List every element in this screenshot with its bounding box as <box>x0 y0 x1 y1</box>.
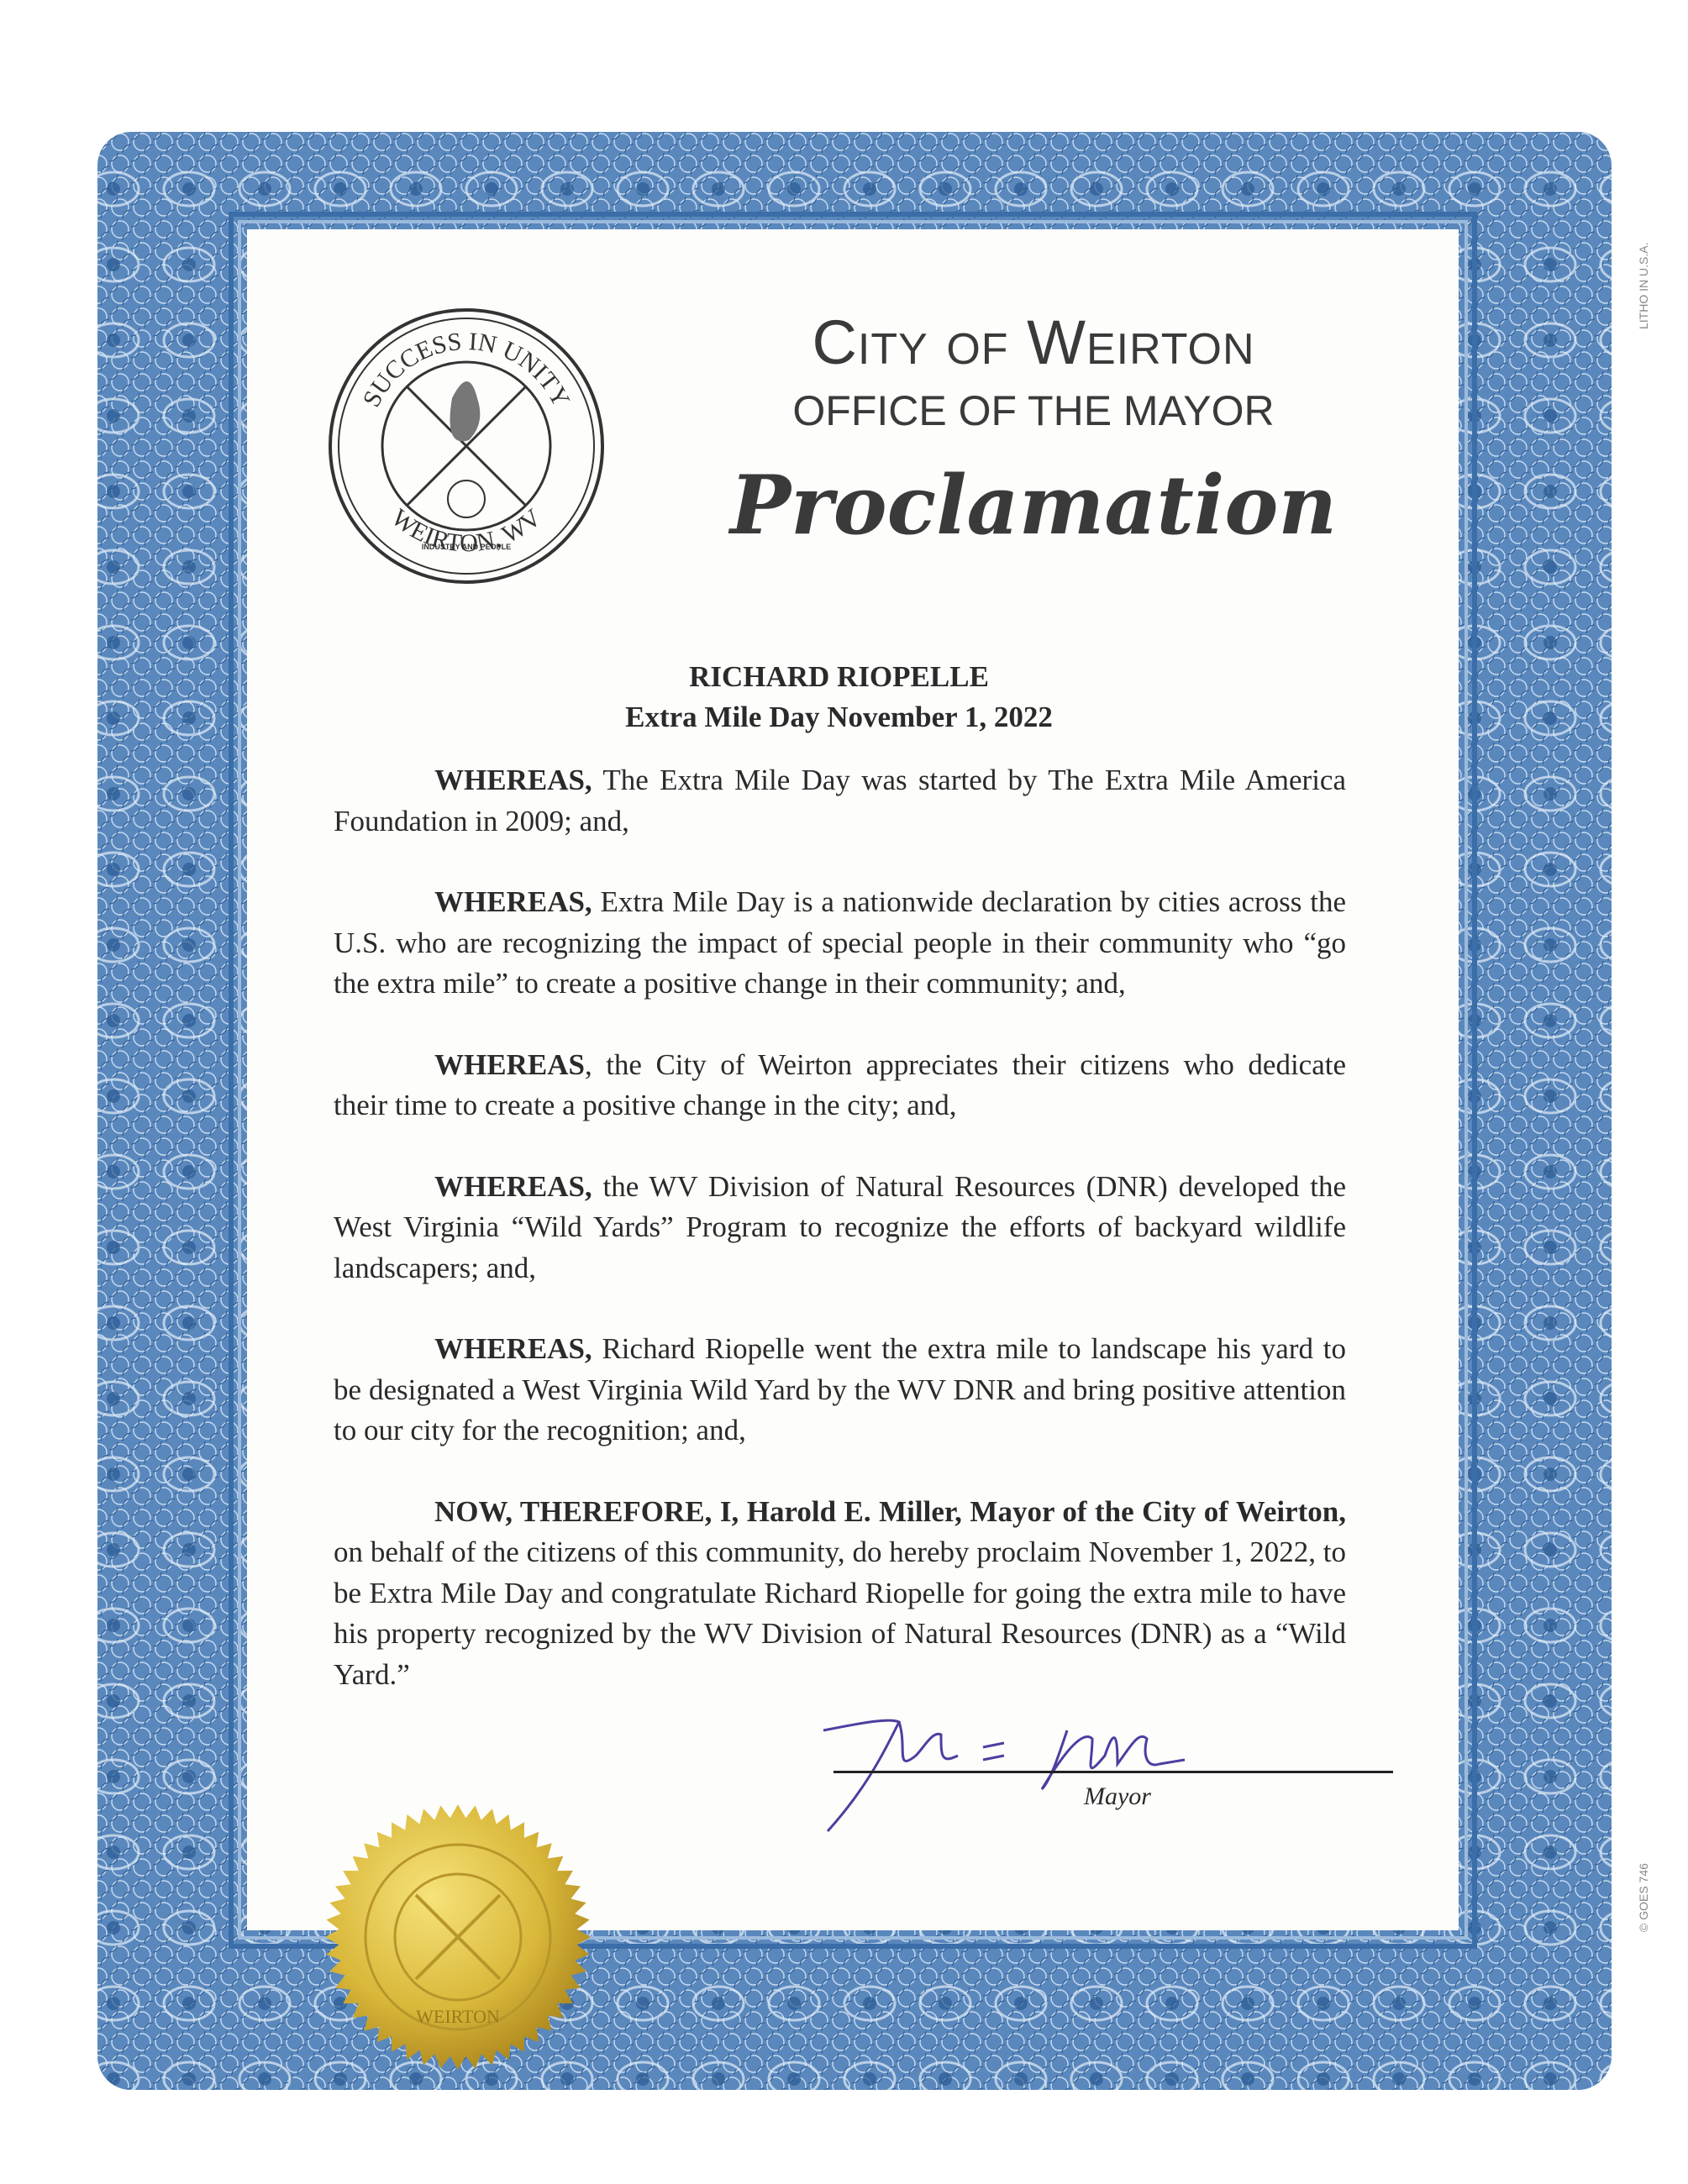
paragraph: WHEREAS, Richard Riopelle went the extra mile to landscape his yard to be designated a West Virginia Wild Yard by the WV DNR and bring positive attention to our city for the recognition; and, <box>334 1332 1346 1446</box>
signature-title: Mayor <box>1084 1782 1151 1810</box>
svg-text:WEIRTON, WV: WEIRTON, WV <box>386 503 547 558</box>
honoree <box>334 657 1344 738</box>
paragraph: NOW, THEREFORE, I, Harold E. Miller, Mayor of the City of Weirton, on behalf of the citizens of this community, do hereby proclaim November 1, 2022, to be Extra Mile Day and congratulate Richard Riopelle for going the extra mile to have his property recognized by the WV Division of Natural Resources (DNR) as a “Wild Yard.” <box>334 1494 1346 1691</box>
svg-text:WEIRTON: WEIRTON <box>416 2006 500 2027</box>
occasion: Extra Mile Day November 1, 2022 <box>625 701 1053 733</box>
honoree-name: RICHARD RIOPELLE <box>689 660 989 693</box>
city-heading: City of Weirton <box>812 307 1255 377</box>
office-heading: OFFICE OF THE MAYOR <box>792 387 1275 434</box>
city-seal <box>326 306 607 586</box>
gold-foil-seal <box>323 1803 592 2071</box>
paragraph: WHEREAS, The Extra Mile Day was started by The Extra Mile America Foundation in 2009; and, <box>334 764 1346 837</box>
litho-mark: LITHO IN U.S.A. <box>1637 242 1650 329</box>
signature-line <box>833 1771 1393 1773</box>
svg-text:SUCCESS IN UNITY: SUCCESS IN UNITY <box>357 328 576 412</box>
svg-text:INDUSTRY AND PEOPLE: INDUSTRY AND PEOPLE <box>421 543 512 551</box>
paragraph: WHEREAS, the City of Weirton appreciates their citizens who dedicate their time to create a positive change in the city; and, <box>334 1047 1346 1121</box>
copyright-mark: © GOES 746 <box>1637 1863 1650 1932</box>
proclamation-title: Proclamation <box>729 458 1338 553</box>
mayor-signature <box>815 1697 1252 1840</box>
paragraph: WHEREAS, the WV Division of Natural Resources (DNR) developed the West Virginia “Wild Yards” Program to recognize the efforts of backyard wildlife landscapers; and, <box>334 1169 1346 1284</box>
proclamation-body <box>334 760 1346 1735</box>
paragraph: WHEREAS, Extra Mile Day is a nationwide declaration by cities across the U.S. who are recognizing the impact of special people in their community who “go the extra mile” to create a positive change in their community; and, <box>334 885 1346 1000</box>
